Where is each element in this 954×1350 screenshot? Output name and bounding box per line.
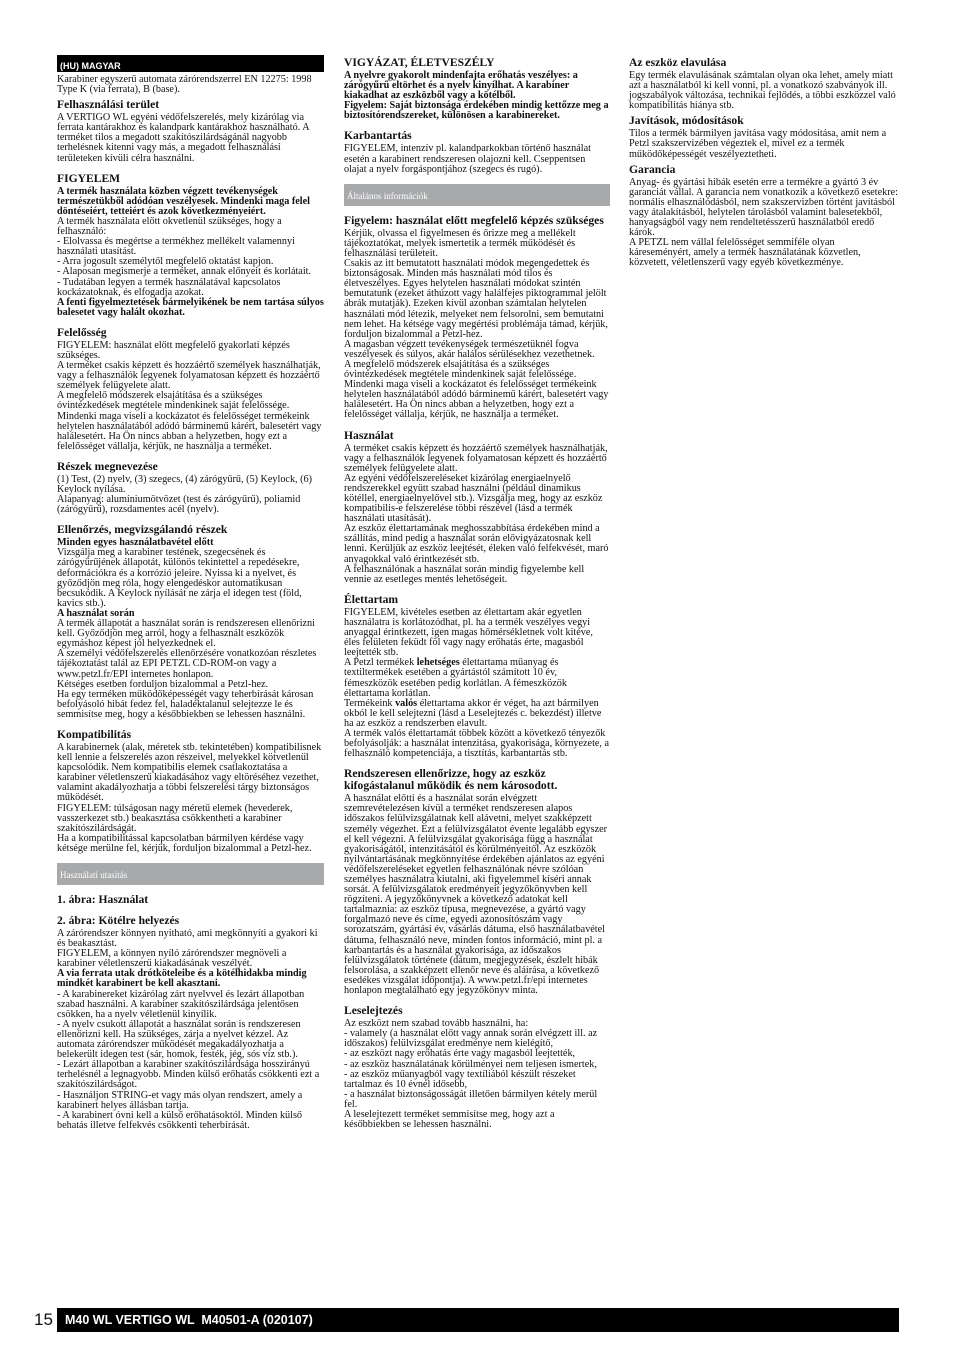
responsibility-text: FIGYELEM: használat előtt megfelelő gyakorlati képzés szükséges. A terméket csakis képzett és hozzáértő személyek használhatják, vagy a felhasználók legyenek folyamatosan képzett és hozzáértő személyek felügyelete alatt. A megfelelő módszerek elsajátítása és a szükséges óvintézkedések megtétele mindenkinek saját felelőssége. Mindenki maga viseli a kockázatot és felelősséget termékeink helytelen használatából adódó bárminemű kárért, balesetért vagy halálesetért. Ha Ön nincs abban a helyzetben, hogy ezt a felelősséget vállalja, kérjük, ne használja a terméket. — [57, 339, 322, 452]
figure-2-list: - A karabinereket kizárólag zárt nyelvvel és lezárt állapotban szabad használni. A karabiner szakítószilárdsága jelentősen csökken, ha a nyelv véletlenül kinyílik. - A nyelv csukott állapotát a használat során is rendszeresen ellenőrizni kell. Ha szükséges, zárja a nyelvet kézzel. Az automata zárórendszer működését megakadályozhatja a belekerült idegen test (sár, homok, festék, jég, sós víz stb.). - Lezárt állapotban a karabiner szakítószilárdsága hosszirányú terhelésnél a legnagyobb. Minden külső erőhatás csökkenti ezt a szakítószilárdságot. - Használjon STRING-et vagy más olyan rendszert, amely a karabinert helyes állásban tartja. - A karabinert óvni kell a külső erőhatásoktól. Minden külső behatás illetve felfekvés csökkenti teherbírását. — [57, 988, 320, 1131]
section-bar-general-info: Általános információk — [344, 184, 610, 206]
figure-2-bold-text: A via ferrata utak drótköteleibe és a kötélhidakba mindig mindkét karabinert be kell akasztani. — [57, 968, 307, 990]
inspection-subheading-before-use: Minden egyes használatbavétel előtt — [57, 537, 214, 549]
heading-danger: VIGYÁZAT, ÉLETVESZÉLY — [344, 56, 495, 69]
training-text: Kérjük, olvassa el figyelmesen és őrizze meg a mellékelt tájékoztatókat, melyek ismertetik a termék működését és felhasználási területeit. Csakis az itt bemutatott használati módok megengedettek és biztonságosak. Minden más használati mód tilos és életveszélyes. Egyes helytelen használati módokat szintén bemutatunk (ezeket áthúzott vagy halálfejes piktogrammal jelölt ábrák mutatják). Ezeken kívül azonban számtalan helytelen használati mód létezik, melyeket nem felsorolni, sem bemutatni nem lehet. Ha kétsége vagy megértési problémája támad, kérjük, forduljon bizalommal a Petzl-hez. A magasban végzett tevékenységek természetüknél fogva veszélyesek és súlyos, akár halálos sérülésekhez vezethetnek. A megfelelő módszerek elsajátítása és a szükséges óvintézkedések megtétele mindenkinek saját felelőssége. Mindenki maga viseli a kockázatot és felelősséget termékeink helytelen használatából adódó bárminemű kárért, balesetért vagy halálesetért. Ha Ön nincs abban a helyzetben, hogy ezt a felelősséget vállalja, kérjük, ne használja a terméket. — [344, 227, 609, 421]
product-intro: Karabiner egyszerű automata zárórendszerrel EN 12275: 1998 Type K (via ferrata), B (base). — [57, 74, 312, 96]
page-number: 15 — [34, 1310, 53, 1329]
heading-field-of-use: Felhasználási terület — [57, 98, 160, 112]
lifetime-span: élettartama műanyag és textiltermékek esetében a gyártástól számított 10 év, fémeszközök esetében pedig korlátlan. A fémeszközök élettartama korlátlan. — [344, 657, 567, 699]
field-of-use-text: A VERTIGO WL egyéni védőfelszerelés, mely kizárólag via ferrata kantárakhoz és kalandpark kantárakhoz használható. A terméket tilos a megadott szakítószilárdságánál nagyobb terhelésnek kitenni vagy más, a megadott felhasználási területeken kívüli célra használni. — [57, 112, 310, 164]
heading-warning: FIGYELEM — [57, 171, 121, 185]
lifetime-possible: lehetséges — [416, 657, 460, 669]
inspection-before-use-text: Vizsgálja meg a karabiner testének, szegecsének és zárógyűrűjének állapotát, különös tekintettel a repedésekre, deformációkra és a korrózió jeleire. Nyissa ki a nyelvet, és győződjön meg róla, hogy elengedéskor automatikusan becsukódik. A Keylock nyílását ne zárja el idegen test (föld, kavics stb.). — [57, 547, 302, 609]
language-header: (HU) MAGYAR — [57, 55, 324, 72]
warning-bold-text-2: A fenti figyelmeztetések bármelyikének be nem tartása súlyos balesetet vagy halált okozhat. — [57, 296, 324, 318]
heading-retirement: Leselejtezés — [344, 1004, 403, 1018]
heading-lifetime: Élettartam — [344, 592, 399, 606]
heading-guarantee: Garancia — [629, 162, 676, 176]
heading-use: Használat — [344, 428, 394, 442]
section-bar-instructions: Használati utasítás — [57, 863, 324, 885]
heading-compatibility: Kompatibilitás — [57, 727, 132, 741]
inspection-subheading-during-use: A használat során — [57, 607, 135, 619]
compatibility-text: A karabinernek (alak, méretek stb. tekintetében) kompatibilisnek kell lennie a felszerelés azon részeivel, melyekkel kötvetlenül kapcsolódik. Nem kompatibilis elemek csatlakoztatása a karabiner véletlenszerű kiakadásához vagy eltöréséhez vezethet, valamint akadályozhatja a többi felszerelési tárgy biztonságos működését. FIGYELEM: túlságosan nagy méretű elemek (hevederek, vasszerkezet stb.) beakasztása csökkentheti a karabiner szakítószilárdságát. Ha a kompatibilitással kapcsolatban bármilyen kérdése vagy kétsége merülne fel, kérjük, forduljon bizalommal a Petzl-hez. — [57, 741, 322, 854]
figure-2-text: A zárórendszer könnyen nyitható, ami megkönnyíti a gyakori ki és beakasztást. FIGYELEM, a könnyen nyíló zárórendszer megnöveli a karabiner véletlenszerű kiakadásának veszélyét. — [57, 928, 318, 970]
obsolescence-text: Egy termék elavulásának számtalan olyan oka lehet, amely miatt azt a használatból ki kell vonni, pl. a vonatkozó szabványok ill. jogszabályok változása, technikai fejlődés, a többi eszközzel való kompatibilitás hiánya stb. — [629, 70, 896, 112]
use-text: A terméket csakis képzett és hozzáértő személyek használhatják, vagy a felhasználók legyenek folyamatosan képzett és hozzáértő személyek felügyelete alatt. Az egyéni védőfelszereléseket kizárólag energiaelnyelő rendszerekkel együtt szabad használni (például dinamikus kötéllel, energiaelnyelővel stb.). Vizsgálja meg, hogy az eszköz kompatibilis-e felszerelése többi részével (lásd a termék használati utasítását). Az eszköz élettartamának meghosszabbítása érdekében mind a szállítás, mind pedig a használat során elővigyázatosnak kell lenni. Kerüljük az eszköz leejtését, éleken való felfekvését, maró anyagokkal való érintkezését stb. A felhasználónak a használat során mindig figyelembe kell vennie az esetleges mentés lehetőségeit. — [344, 442, 609, 585]
parts-text: (1) Test, (2) nyelv, (3) szegecs, (4) zárógyűrű, (5) Keylock, (6) Keylock nyílása. Alapanyag: alumíniumötvözet (test és zárógyűrű), poliamid (zárógyűrű), rozsdamentes acél (nyelv). — [57, 473, 313, 516]
heading-maintenance: Karbantartás — [344, 129, 412, 143]
heading-parts: Részek megnevezése — [57, 459, 158, 473]
column-1 — [57, 55, 324, 1131]
column-3 — [629, 55, 899, 269]
heading-figure-2: 2. ábra: Kötélre helyezés — [57, 914, 180, 927]
heading-repairs: Javítások, módosítások — [629, 114, 744, 128]
heading-figure-1: 1. ábra: Használat — [57, 893, 149, 906]
maintenance-text: FIGYELEM, intenzív pl. kalandparkokban történő használat esetén a karabinert rendszeresen olajozni kell. Cseppentsen olajat a nyelv forgáspontjához (szegecs és rugó). — [344, 143, 591, 175]
lifetime-pre: A Petzl termékek — [344, 657, 417, 669]
inspection-during-use-text: A termék állapotát a használat során is rendszeresen ellenőrizni kell. Győződjön meg arról, hogy a felhasznált eszközök egymáshoz képest jól helyezkednek el. A személyi védőfelszerelés ellenőrzésére vonatkozóan részletes tájékoztatást talál az EPI PETZL CD-ROM-on vagy a www.petzl.fr/EPI internetes honlapon. Kétséges esetben forduljon bizalommal a Petzl-hez. Ha egy terméken működőképességét vagy teherbírását károsan befolyásoló hibát fedez fel, haladéktalanul selejtezze le és semmisítse meg, hogy a későbbiekben se lehessen használni. — [57, 618, 317, 720]
heading-periodic-inspection: Rendszeresen ellenőrizze, hogy az eszköz kifogástalanul működik és nem károsodott. — [344, 767, 558, 793]
periodic-inspection-text: A használat előtti és a használat során elvégzett szemrevételezésen kívül a terméket rendszeresen alapos időszakos felülvizsgálatnak kell alávetni, melyet szakképzett személy végezhet. Ezt a felülvizsgálatot évente legalább egyszer el kell végezni. A felülvizsgálat gyakorisága függ a használat gyakoriságától, intenzitásától és körülményeitől. Az eszközök nyilvántartásának megkönnyítése érdekében ajánlatos az egyéni védőfelszereléseket egyetlen felhasználónak névre szólóan személyes használatra kiutalni, aki figyelemmel kíséri annak sorsát. A felülvizsgálatok eredményeit jegyzőkönyvben kell rögzíteni. A jegyzőkönyvnek a következő adatokat kell tartalmaznia: az eszköz típusa, megnevezése, a gyártó vagy forgalmazó neve és címe, egyedi azonosítószám vagy sorozatszám, gyártási év, vásárlás dátuma, első használatbavétel dátuma, felhasználó neve, minden fontos információ, mint pl. a karbantartás és a használat gyakorisága, az időszakos felülvizsgálatok története (dátum, megjegyzések, észlelt hibák felsorolása, a szakképzett ellenőr neve és aláírása, a következő esedékes vizsgálat időpontja). A www.petzl.fr/epi internetes honlapon megtalálható egy jegyzőkönyv minta. — [344, 793, 608, 997]
lifetime-actual: valós — [395, 697, 418, 709]
document-reference-bar: M40 WL VERTIGO WL M40501-A (020107) — [57, 1308, 899, 1332]
retirement-text: Az eszközt nem szabad tovább használni, ha: - valamely (a használat előtt vagy annak során elvégzett ill. az időszakos) felülvizsgálat eredménye nem kielégítő, - az eszközt nagy erőhatás érte vagy magasból leejtették, - az eszköz használatának körülményei nem teljesen ismertek, - az eszköz műanyagból vagy textíliából készült részeket tartalmaz és 10 évnél idősebb, - a használat biztonságosságát illetően bármilyen kétely merül fel. A leselejtezett terméket semmisítse meg, hogy azt a későbbiekben se lehessen használni. — [344, 1018, 598, 1131]
heading-training: Figyelem: használat előtt megfelelő képzés szükséges — [344, 213, 604, 227]
danger-bold-text: A nyelvre gyakorolt mindenfajta erőhatás veszélyes: a zárógyűrű eltörhet és a nyelv kinyílhat. A karabiner kiakadhat az eszközből vagy a kötélből. Figyelem: Saját biztonsága érdekében mindig kettőzze meg a biztosítórendszereket, különösen a karabinereket. — [344, 70, 609, 122]
lifetime-text-2 — [344, 658, 610, 698]
repairs-text: Tilos a termék bármilyen javítása vagy módosítása, amit nem a Petzl szakszervizében végeztek el, mivel ez a termék működőképességét veszélyeztetheti. — [629, 128, 887, 160]
column-2 — [344, 55, 610, 1130]
heading-obsolescence: Az eszköz elavulása — [629, 56, 727, 69]
warning-text: A termék használata előtt okvetlenül szükséges, hogy a felhasználó: - Elolvassa és megértse a termékhez mellékelt valamennyi használati utasítást. - Arra jogosult személytől megfelelő oktatást kapjon. - Alaposan megismerje a terméket, annak előnyeit és korlátait. - Tudatában legyen a termék használatával kapcsolatos kockázatoknak, és elfogadja azokat. — [57, 215, 312, 298]
lifetime-pre-2: Termékeink — [344, 697, 396, 709]
heading-inspection-points: Ellenőrzés, megvizsgálandó részek — [57, 523, 228, 537]
page-footer — [0, 1308, 954, 1332]
lifetime-text-1: FIGYELEM, kivételes esetben az élettartam akár egyetlen használatra is korlátozódhat, pl. ha a termék veszélyes vegyi anyaggal érintkezett, igen magas hőmérsékletnek volt kitéve, éles felületen feküdt föl vagy nagy erőhatás érte, magasból leejtették stb. — [344, 606, 593, 659]
heading-responsibility: Felelősség — [57, 325, 107, 339]
lifetime-text-3 — [344, 699, 610, 760]
warning-bold-text: A termék használata közben végzett tevékenységek természetükből adódóan veszélyesek. Mindenki maga felel döntéseiért, tetteiért és azok következményeiért. — [57, 185, 310, 217]
lifetime-span-2: élettartama akkor ér véget, ha azt bármilyen okból le kell selejtezni (lásd a Leselejtezés c. bekezdést) illetve ha az eszköz a rendszerben elavult. A termék valós élettartamát többek között a következő tényezők befolyásolják: a használat intenzitása, gyakorisága, környezete, a felhasználó kompetenciája, a tisztítás, karbantartás stb. — [344, 697, 610, 760]
guarantee-text: Anyag- és gyártási hibák esetén erre a termékre a gyártó 3 év garanciát vállal. A garancia nem vonatkozik a következő esetekre: normális elhasználódásból, nem szakszervizben történt javításból vagy átalakításból, helytelen tárolásból valamint balesetekből, hanyagságból vagy nem rendeltetésszerű használatból eredő károk. A PETZL nem vállal felelősséget semmiféle olyan káreseményért, amely a termék használatának közvetlen, közvetett, véletlenszerű vagy egyéb következménye. — [629, 176, 898, 269]
